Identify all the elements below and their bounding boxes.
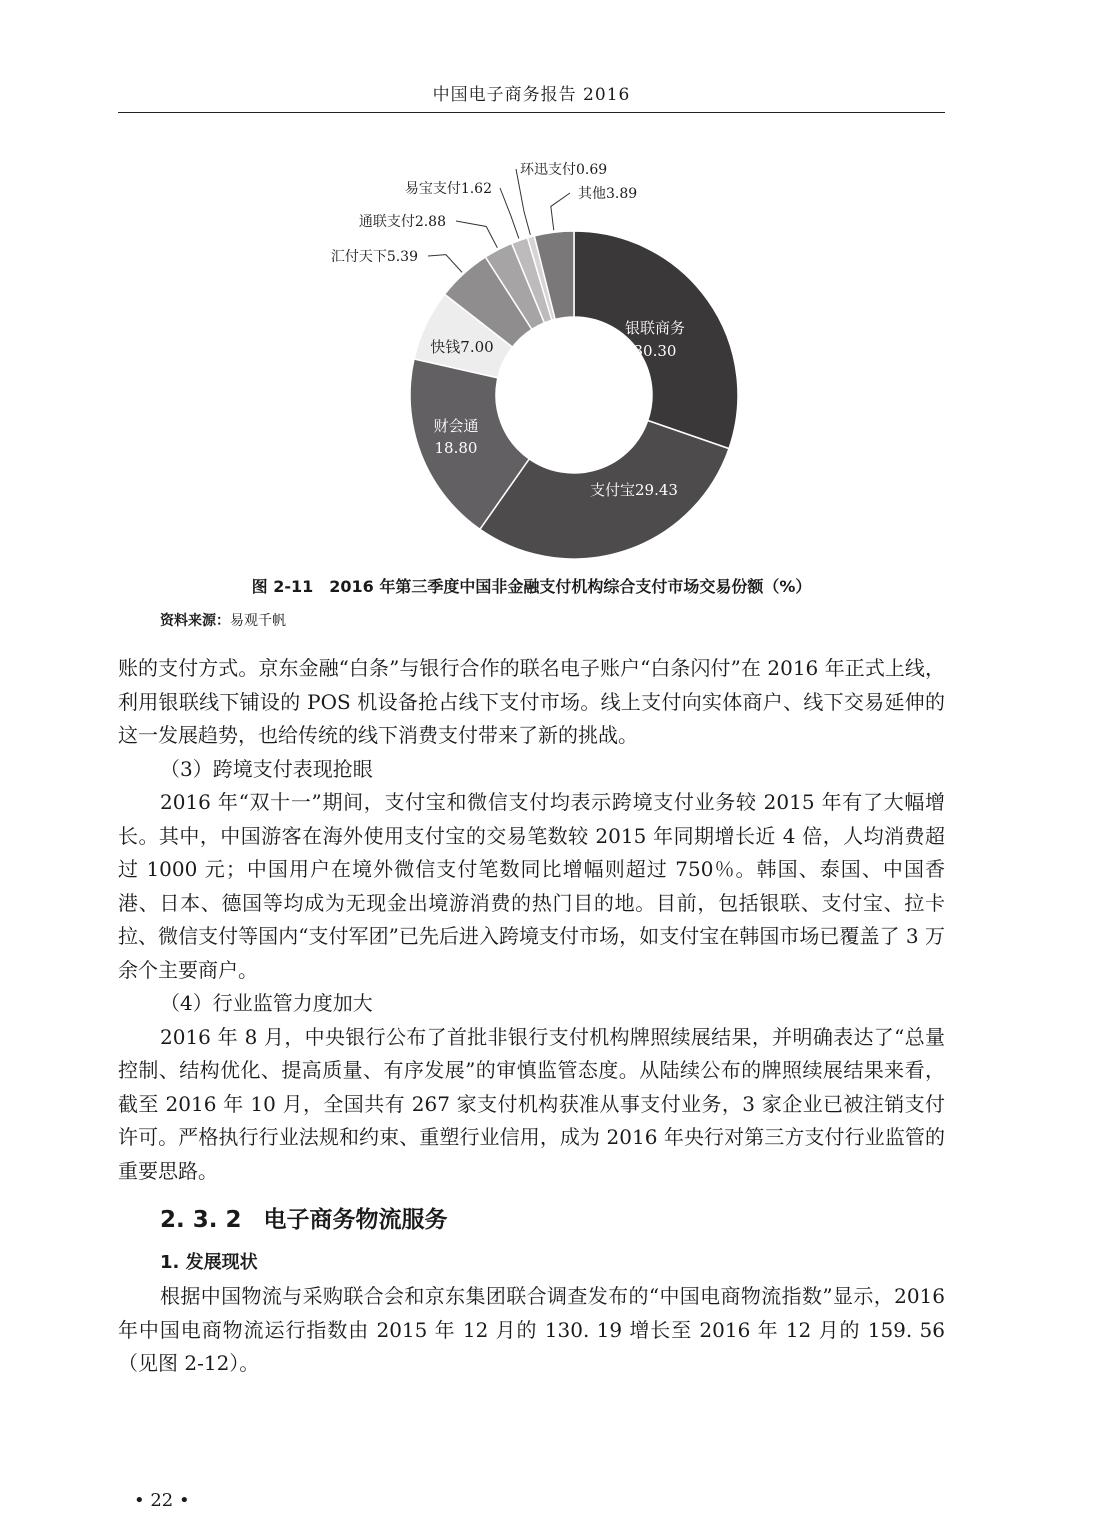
slice-银联商务 — [574, 231, 738, 449]
source-value: 易观千帆 — [230, 613, 286, 629]
header-rule — [118, 112, 945, 113]
data-label-银联商务: 30.30 — [633, 342, 677, 360]
running-header: 中国电子商务报告 2016 — [432, 85, 631, 105]
data-label-易宝支付: 易宝支付1.62 — [404, 181, 492, 197]
leader-line-通联支付 — [456, 221, 497, 248]
chart-slices — [410, 231, 738, 559]
section-title: 电子商务物流服务 — [263, 1207, 448, 1233]
leader-line-环迅支付 — [516, 169, 530, 235]
data-label-通联支付: 通联支付2.88 — [358, 214, 446, 230]
data-label-快钱: 快钱7.00 — [430, 338, 494, 356]
page-number: • 22 • — [134, 1490, 190, 1511]
section-number: 2. 3. 2 — [160, 1207, 242, 1233]
data-label-环迅支付: 环迅支付0.69 — [520, 162, 608, 178]
paragraph: 2016 年“双十一”期间，支付宝和微信支付均表示跨境支付业务较 2015 年有了大幅增长。其中，中国游客在海外使用支付宝的交易笔数较 2015 年同期增长近 4 倍，人均消费超过 1000 元；中国用户在境外微信支付笔数同比增幅则超过 750％。韩国、泰国、中国香港、日本、德国等均成为无现金出境游消费的热门目的地。目前，包括银联、支付宝、拉卡拉、微信支付等国内“支付军团”已先后进入跨境支付市场，如支付宝在韩国市场已覆盖了 3 万余个主要商户。 — [118, 790, 945, 982]
data-label-财会通: 18.80 — [434, 439, 478, 457]
figure-caption: 图 2-11 2016 年第三季度中国非金融支付机构综合支付市场交易份额（%） — [251, 577, 812, 596]
subsection-heading: 1. 发展现状 — [160, 1252, 258, 1273]
data-label-银联商务: 银联商务 — [624, 319, 686, 337]
subheading-cross-border: （3）跨境支付表现抢眼 — [160, 756, 373, 781]
data-label-财会通: 财会通 — [433, 417, 479, 435]
paragraph: 账的支付方式。京东金融“白条”与银行合作的联名电子账户“白条闪付”在 2016 年正式上线，利用银联线下铺设的 POS 机设备抢占线下支付市场。线上支付向实体商户、线下交易延伸的这一发展趋势，也给传统的线下消费支付带来了新的挑战。 — [118, 656, 945, 747]
donut-chart — [300, 150, 780, 570]
figure-source — [160, 610, 286, 630]
data-label-支付宝: 支付宝29.43 — [590, 481, 678, 499]
data-label-汇付天下: 汇付天下5.39 — [330, 249, 418, 265]
subheading-regulation: （4）行业监管力度加大 — [160, 991, 373, 1015]
section-heading — [160, 1202, 945, 1238]
source-label: 资料来源： — [160, 613, 230, 629]
leader-line-易宝支付 — [500, 188, 519, 238]
data-label-其他: 其他3.89 — [578, 186, 638, 202]
paragraph: 根据中国物流与采购联合会和京东集团联合调查发布的“中国电商物流指数”显示，2016 年中国电商物流运行指数由 2015 年 12 月的 130. 19 增长至 2016 年 12 月的 159. 56（见图 2-12）。 — [118, 1284, 945, 1375]
body-text — [118, 652, 945, 1381]
leader-line-其他 — [551, 193, 570, 230]
paragraph: 2016 年 8 月，中央银行公布了首批非银行支付机构牌照续展结果，并明确表达了“总量控制、结构优化、提高质量、有序发展”的审慎监管态度。从陆续公布的牌照续展结果来看，截至 2016 年 10 月，全国共有 267 家支付机构获准从事支付业务，3 家企业已被注销支付许可。严格执行行业法规和约束、重塑行业信用，成为 2016 年央行对第三方支付行业监管的重要思路。 — [118, 1024, 945, 1183]
leader-line-汇付天下 — [428, 255, 462, 273]
